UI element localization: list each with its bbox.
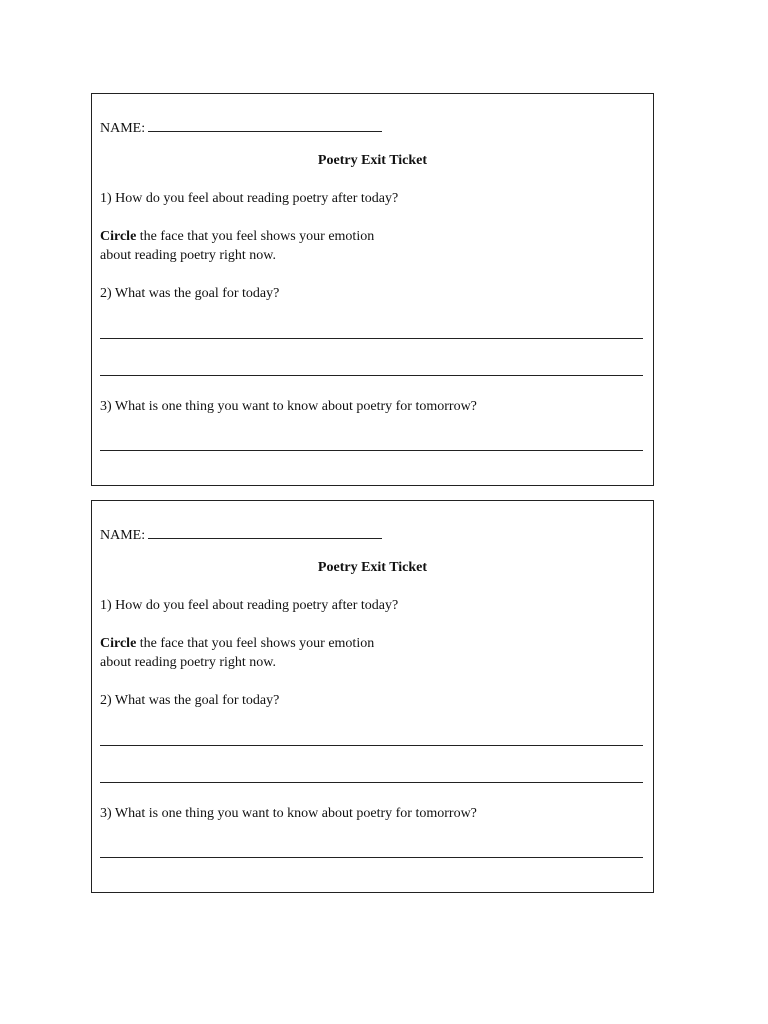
name-row: [100, 118, 382, 138]
question-3: 3) What is one thing you want to know about poetry for tomorrow?: [100, 399, 477, 414]
circle-instruction: [100, 635, 374, 653]
circle-rest: the face that you feel shows your emotion: [139, 636, 375, 651]
name-label: NAME:: [100, 528, 146, 543]
exit-ticket-2: [91, 500, 654, 893]
answer-line[interactable]: [100, 892, 643, 893]
question-2: 2) What was the goal for today?: [100, 286, 280, 301]
ticket-title: Poetry Exit Ticket: [317, 153, 428, 168]
answer-line[interactable]: [100, 857, 643, 858]
name-row: [100, 525, 382, 545]
answer-line[interactable]: [100, 450, 643, 451]
answer-line[interactable]: [100, 375, 643, 376]
name-blank[interactable]: [148, 118, 382, 132]
circle-instruction: [100, 228, 374, 246]
name-blank[interactable]: [148, 525, 382, 539]
ticket-title: Poetry Exit Ticket: [317, 560, 428, 575]
answer-line[interactable]: [100, 338, 643, 339]
question-2: 2) What was the goal for today?: [100, 693, 280, 708]
circle-rest: the face that you feel shows your emotion: [139, 229, 375, 244]
answer-line[interactable]: [100, 745, 643, 746]
question-3: 3) What is one thing you want to know about poetry for tomorrow?: [100, 806, 477, 821]
question-1: 1) How do you feel about reading poetry after today?: [100, 191, 399, 206]
question-1: 1) How do you feel about reading poetry after today?: [100, 598, 399, 613]
answer-line[interactable]: [100, 782, 643, 783]
exit-ticket-1: [91, 93, 654, 486]
name-label: NAME:: [100, 121, 146, 136]
circle-bold: Circle: [100, 636, 137, 651]
circle-instruction-line2: about reading poetry right now.: [100, 248, 276, 263]
circle-bold: Circle: [100, 229, 137, 244]
answer-line[interactable]: [100, 485, 643, 486]
circle-instruction-line2: about reading poetry right now.: [100, 655, 276, 670]
